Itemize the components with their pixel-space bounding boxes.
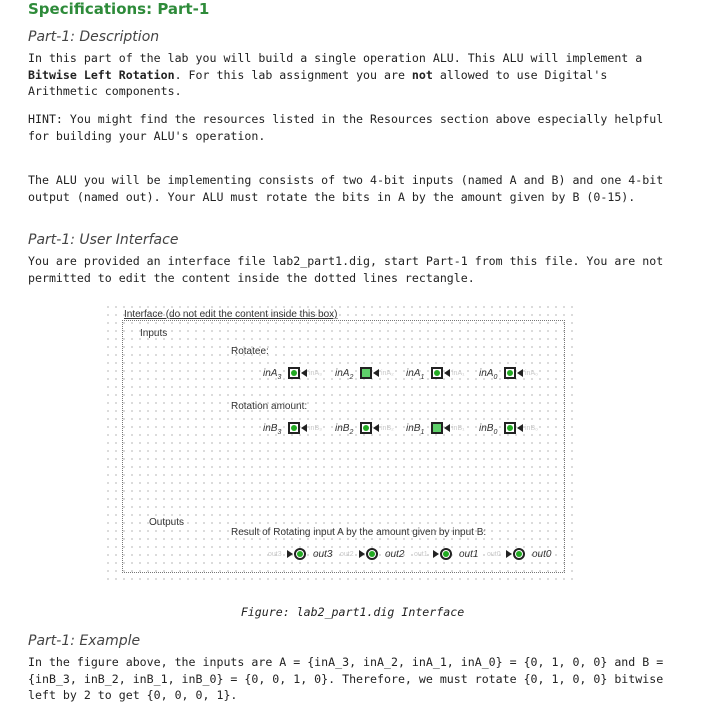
hint-paragraph: HINT: You might find the resources listed in the Resources section above especially helpful for building your ALU's operation. xyxy=(28,112,664,143)
pin-arrow-icon xyxy=(287,550,293,558)
rotation-amount-label: Rotation amount: xyxy=(231,401,308,412)
output-led-fill xyxy=(516,551,522,557)
pin-arrow-icon xyxy=(444,369,450,377)
rotatee-label: Rotatee: xyxy=(231,346,269,357)
pin-arrow-icon xyxy=(373,369,379,377)
pin-arrow-icon xyxy=(433,550,439,558)
out-ghost-label: out0 xyxy=(487,551,501,558)
inA-switch[interactable] xyxy=(360,367,372,379)
inA-ghost-label: inA₂ xyxy=(381,370,394,377)
pin-arrow-icon xyxy=(359,550,365,558)
pin-arrow-icon xyxy=(301,369,307,377)
box-label: Interface (do not edit the content inside this box) xyxy=(124,309,338,320)
output-label: out2 xyxy=(385,549,405,560)
inA-ghost-label: inA₁ xyxy=(452,370,465,377)
inB-label: inB$_2$ xyxy=(335,423,354,436)
inB-label: inB$_0$ xyxy=(479,423,498,436)
inB-switch[interactable] xyxy=(504,422,516,434)
inB-ghost-label: inB₃ xyxy=(309,425,322,432)
inB-switch[interactable] xyxy=(360,422,372,434)
pin-arrow-icon xyxy=(301,424,307,432)
inB-switch[interactable] xyxy=(431,422,443,434)
inB-led xyxy=(291,425,297,431)
inputs-label: Inputs xyxy=(140,328,168,339)
example-paragraph: In the figure above, the inputs are A = {inA_3, inA_2, inA_1, inA_0} = {0, 1, 0, 0} and B = {inB_3, inB_2, inB_1, inB_0} = {0, 0, 1, 0}. Therefore, we must rotate {0, 1, 0, 0} bitwise left by 2 to get {0, 0, 0, 1}. xyxy=(28,655,664,702)
inB-led xyxy=(507,425,513,431)
output-led xyxy=(440,548,452,560)
pin-arrow-icon xyxy=(517,369,523,377)
inB-switch[interactable] xyxy=(288,422,300,434)
output-led-fill xyxy=(369,551,375,557)
ui-paragraph: You are provided an interface file lab2_part1.dig, start Part-1 from this file. You are not permitted to edit the content inside the dotted lines rectangle. xyxy=(28,254,664,285)
output-led xyxy=(294,548,306,560)
output-label: out3 xyxy=(313,549,333,560)
inA-ghost-label: inA₃ xyxy=(309,370,322,377)
inA-led xyxy=(291,370,297,376)
inA-label: inA$_3$ xyxy=(263,368,282,381)
ui-title: Part-1: User Interface xyxy=(28,232,179,248)
inB-ghost-label: inB₂ xyxy=(381,425,394,432)
inA-ghost-label: inA₀ xyxy=(525,370,539,377)
pin-arrow-icon xyxy=(506,550,512,558)
inA-label: inA$_1$ xyxy=(406,368,425,381)
pin-arrow-icon xyxy=(444,424,450,432)
figure-caption: Figure: lab2_part1.dig Interface xyxy=(240,605,465,619)
pin-arrow-icon xyxy=(517,424,523,432)
inA-switch[interactable] xyxy=(431,367,443,379)
inA-led xyxy=(507,370,513,376)
inB-led xyxy=(433,424,441,432)
inA-switch[interactable] xyxy=(288,367,300,379)
inB-label: inB$_3$ xyxy=(263,423,282,436)
out-ghost-label: out2 xyxy=(340,551,354,558)
description-paragraph: In this part of the lab you will build a single operation ALU. This ALU will implement a Bitwise Left Rotation. For this lab assignment you are not allowed to use Digital's Arithmetic components. xyxy=(28,51,643,98)
section-heading: Specifications: Part-1 xyxy=(28,0,210,18)
inA-switch[interactable] xyxy=(504,367,516,379)
output-label: out0 xyxy=(532,549,552,560)
pin-arrow-icon xyxy=(373,424,379,432)
inA-label: inA$_2$ xyxy=(335,368,354,381)
output-led xyxy=(366,548,378,560)
inA-led xyxy=(434,370,440,376)
inB-label: inB$_1$ xyxy=(406,423,425,436)
inA-led xyxy=(362,369,370,377)
result-label: Result of Rotating input A by the amount given by input B: xyxy=(231,527,487,538)
example-title: Part-1: Example xyxy=(28,633,141,649)
out-ghost-label: out3 xyxy=(268,551,282,558)
description-title: Part-1: Description xyxy=(28,29,160,45)
output-led-fill xyxy=(297,551,303,557)
output-led-fill xyxy=(443,551,449,557)
out-ghost-label: out1 xyxy=(414,551,428,558)
inA-label: inA$_0$ xyxy=(479,368,498,381)
inB-ghost-label: inB₁ xyxy=(452,425,465,432)
outputs-label: Outputs xyxy=(149,517,185,528)
inB-ghost-label: inB₀ xyxy=(525,425,539,432)
output-led xyxy=(513,548,525,560)
alu-paragraph: The ALU you will be implementing consists of two 4-bit inputs (named A and B) and one 4-bit output (named out). Your ALU must rotate the bits in A by the amount given by B (0-15). xyxy=(28,173,664,204)
inB-led xyxy=(363,425,369,431)
output-label: out1 xyxy=(459,549,479,560)
